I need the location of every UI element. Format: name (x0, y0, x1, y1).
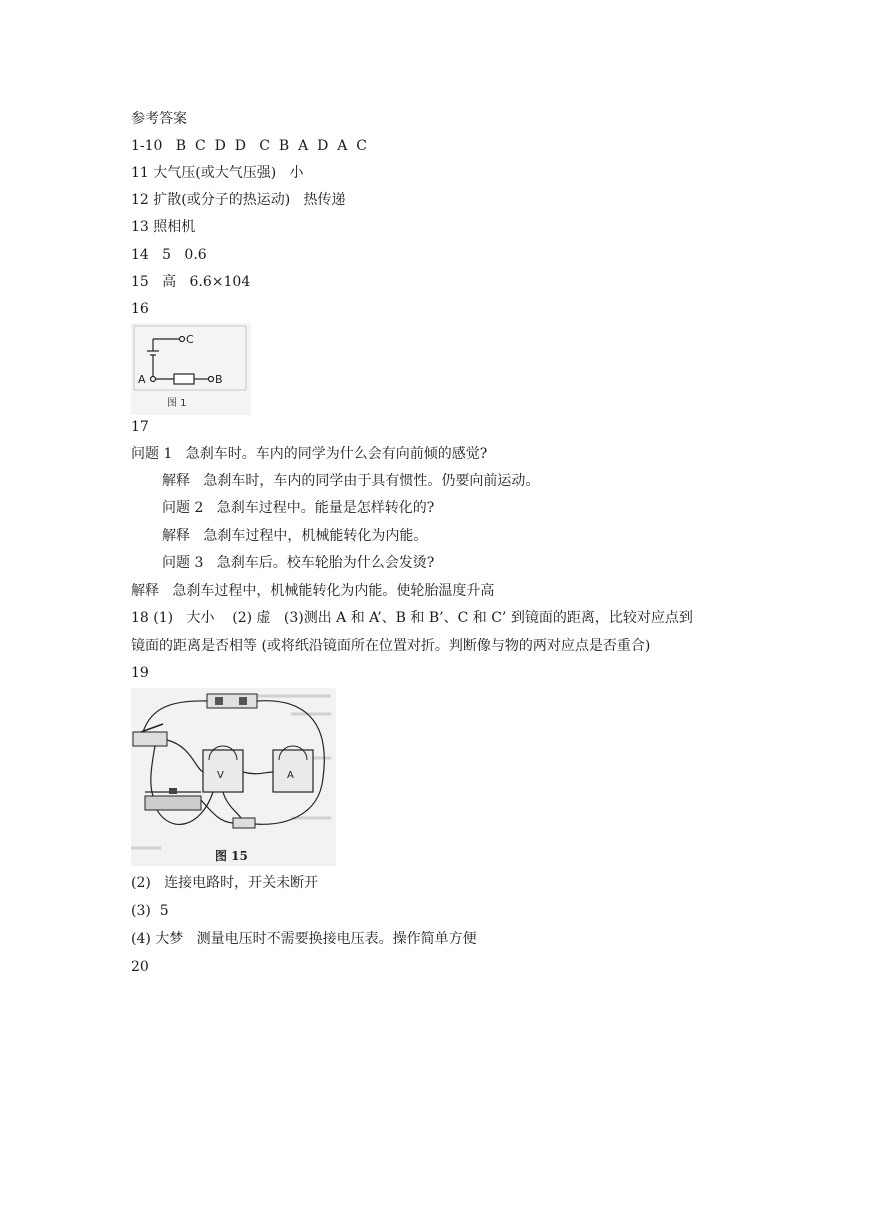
answers-1-10: 1-10 B C D D C B A D A C (131, 138, 367, 154)
figure-1-caption: 图 1 (167, 398, 187, 409)
answer-16-number: 16 (131, 301, 149, 317)
answer-12: 12 扩散(或分子的热运动) 热传递 (131, 192, 346, 208)
label-c: C (186, 333, 194, 346)
answer-20-number: 20 (131, 959, 149, 975)
answer-18-line-1: 18 (1) 大小 (2) 虚 (3)测出 A 和 A’、B 和 B’、C 和 C’ 到镜面的距离，比较对应点到 (131, 610, 693, 626)
answer-heading: 参考答案 (131, 111, 187, 127)
answer-14: 14 5 0.6 (131, 247, 207, 263)
answer-18-line-2: 镜面的距离是否相等 (或将纸沿镜面所在位置对折。判断像与物的两对应点是否重合) (131, 638, 651, 654)
label-a: A (138, 373, 146, 386)
explanation-2: 解释 急刹车过程中，机械能转化为内能。 (162, 528, 428, 544)
answer-17-number: 17 (131, 419, 149, 435)
explanation-1: 解释 急刹车时，车内的同学由于具有惯性。仍要向前运动。 (162, 473, 540, 489)
figure-1-circuit (131, 323, 251, 415)
ammeter-label: A (287, 770, 294, 781)
label-b: B (215, 373, 223, 386)
answer-11: 11 大气压(或大气压强) 小 (131, 165, 304, 181)
answer-19-part-3: (3) 5 (131, 903, 169, 919)
answer-19-number: 19 (131, 665, 149, 681)
answer-13: 13 照相机 (131, 219, 196, 235)
voltmeter-label: V (217, 770, 224, 781)
question-3: 问题 3 急刹车后。校车轮胎为什么会发烫? (162, 555, 435, 571)
explanation-3: 解释 急刹车过程中，机械能转化为内能。使轮胎温度升高 (131, 583, 495, 599)
figure-15-wiring (131, 688, 336, 866)
answer-19-part-2: (2) 连接电路时，开关未断开 (131, 875, 319, 891)
answer-15: 15 高 6.6×104 (131, 274, 251, 290)
question-2: 问题 2 急刹车过程中。能量是怎样转化的? (162, 500, 435, 516)
figure-15-caption: 图 15 (215, 849, 248, 863)
wiring-diagram-figure-15 (131, 688, 336, 866)
answer-19-part-4: (4) 大梦 测量电压时不需要换接电压表。操作简单方便 (131, 931, 477, 947)
question-1: 问题 1 急刹车时。车内的同学为什么会有向前倾的感觉? (131, 446, 488, 462)
circuit-diagram-figure-1 (131, 323, 251, 415)
